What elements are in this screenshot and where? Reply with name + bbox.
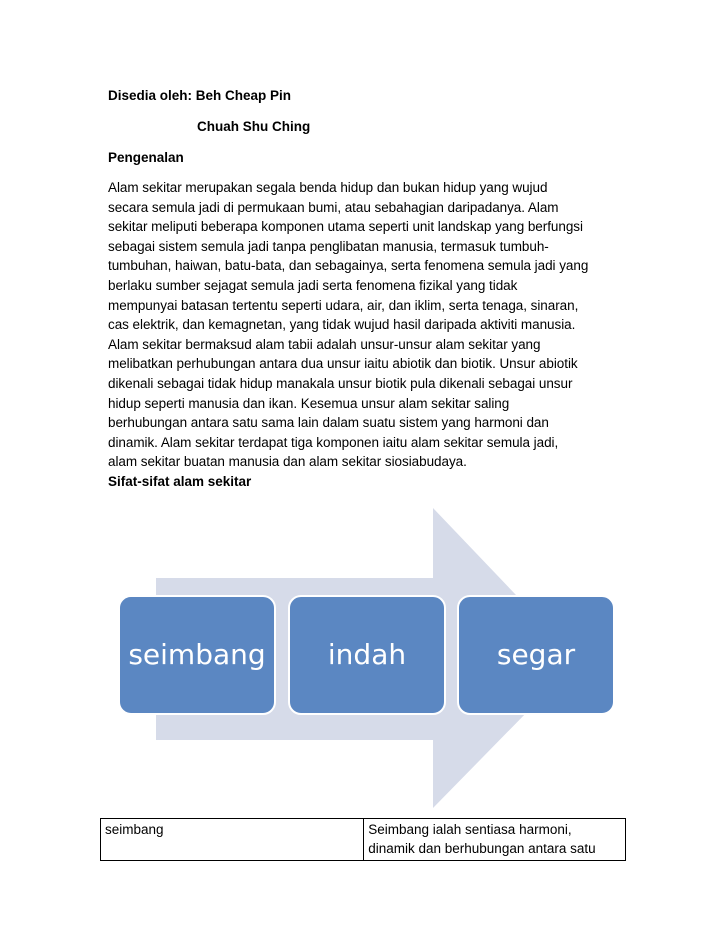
paragraph-line: Alam sekitar merupakan segala benda hidup dan bukan hidup yang wujud <box>108 180 548 195</box>
paragraph-line: mempunyai batasan tertentu seperti udara, air, dan iklim, serta tenaga, sinaran, <box>108 297 579 313</box>
trait-box-seimbang <box>119 596 275 714</box>
paragraph-line: dinamik. Alam sekitar terdapat tiga komponen iaitu alam sekitar semula jadi, <box>108 434 559 450</box>
paragraph-line: berlaku sumber sejagat semula jadi serta fenomena fizikal yang tidak <box>108 277 518 293</box>
paragraph-line: melibatkan perhubungan antara dua unsur iaitu abiotik dan biotik. Unsur abiotik <box>108 356 578 372</box>
traits-process-diagram <box>108 508 628 808</box>
second-author-line: Chuah Shu Ching <box>197 119 311 134</box>
table-row <box>101 819 626 861</box>
paragraph-line: dikenali sebagai tidak hidup manakala unsur biotik pula dikenali sebagai unsur <box>108 375 573 391</box>
paragraph-line: sekitar meliputi beberapa komponen utama seperti unit landskap yang berfungsi <box>108 219 583 235</box>
table-cell-definition <box>364 819 626 861</box>
definition-line: dinamik dan berhubungan antara satu <box>368 841 596 856</box>
paragraph-line: hidup seperti manusia dan ikan. Kesemua unsur alam sekitar saling <box>108 395 510 411</box>
trait-label: segar <box>496 638 576 671</box>
paragraph-line: alam sekitar buatan manusia dan alam sekitar siosiabudaya. <box>108 454 467 470</box>
paragraph-line: sebagai sistem semula jadi tanpa penglibatan manusia, termasuk tumbuh- <box>108 238 549 254</box>
traits-heading: Sifat-sifat alam sekitar <box>108 474 252 489</box>
paragraph-line: secara semula jadi di permukaan bumi, atau sebahagian daripadanya. Alam <box>108 199 559 215</box>
trait-box-segar <box>458 596 614 714</box>
trait-label: seimbang <box>128 638 266 671</box>
trait-box-indah <box>289 596 445 714</box>
traits-definition-table <box>100 818 626 861</box>
paragraph-line: tumbuhan, haiwan, batu-bata, dan sebagainya, serta fenomena semula jadi yang <box>108 258 589 274</box>
intro-heading: Pengenalan <box>108 150 184 165</box>
trait-label: indah <box>327 638 407 671</box>
paragraph-line: cas elektrik, dan kemagnetan, yang tidak wujud hasil daripada aktiviti manusia. <box>108 317 576 333</box>
paragraph-line: berhubungan antara satu sama lain dalam suatu sistem yang harmoni dan <box>108 415 549 431</box>
prepared-by-line: Disedia oleh: Beh Cheap Pin <box>108 88 292 103</box>
table-cell-term: seimbang <box>101 819 364 861</box>
definition-line: Seimbang ialah sentiasa harmoni, <box>368 822 572 837</box>
intro-paragraph <box>108 178 628 472</box>
paragraph-line: Alam sekitar bermaksud alam tabii adalah unsur-unsur alam sekitar yang <box>108 336 541 352</box>
